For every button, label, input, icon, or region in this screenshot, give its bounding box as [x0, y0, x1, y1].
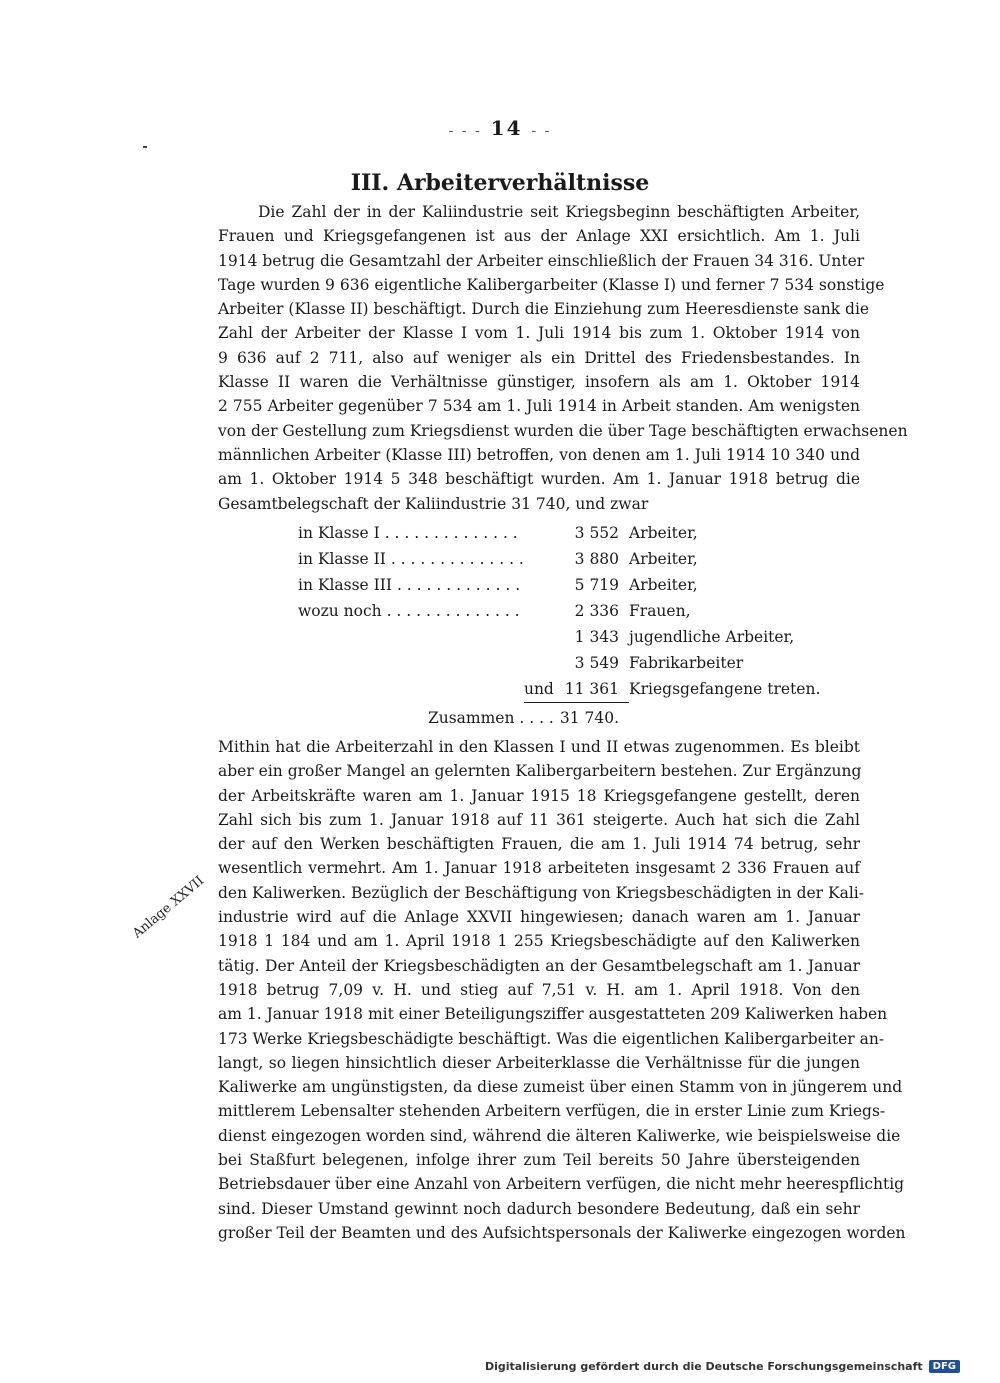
roster-row [298, 546, 820, 572]
roster-prefix [524, 572, 560, 598]
text-line: 1918 1 184 und am 1. April 1918 1 255 Kriegsbeschädigte auf den Kaliwerken [218, 932, 860, 951]
roster-total-row [298, 703, 820, 734]
roster-row [298, 572, 820, 598]
roster-value: 1 343 [574, 628, 620, 646]
text-line: Frauen und Kriegsgefangenen ist aus der Anlage XXI ersichtlich. Am 1. Juli [218, 227, 860, 246]
roster-row [298, 676, 820, 703]
roster-prefix [524, 520, 560, 546]
text-line: dienst eingezogen worden sind, während die älteren Kaliwerke, wie beispielsweise die [218, 1126, 901, 1145]
text-line: 1914 betrug die Gesamtzahl der Arbeiter einschließlich der Frauen 34 316. Unter [218, 251, 865, 270]
roster-value: 3 552 [574, 524, 620, 542]
footer-text: Digitalisierung gefördert durch die Deutsche Forschungsgemeinschaft [484, 1360, 923, 1373]
roster-description: Arbeiter, [629, 576, 698, 594]
roster-prefix [524, 650, 560, 676]
text-line: 9 636 auf 2 711, also auf weniger als ein Drittel des Friedensbestandes. In [218, 348, 860, 367]
paragraph-continuation [218, 735, 906, 1245]
text-line: Gesamtbelegschaft der Kaliindustrie 31 740, und zwar [218, 494, 649, 513]
dfg-logo: DFG [929, 1360, 960, 1373]
text-line: bei Staßfurt belegenen, infolge ihrer zum Teil bereits 50 Jahre übersteigenden [218, 1151, 860, 1170]
text-line: von der Gestellung zum Kriegsdienst wurden die über Tage beschäftigten erwachsenen [218, 421, 908, 440]
page-number-value: 14 [490, 116, 523, 140]
worker-roster-table [298, 520, 820, 733]
footer [485, 1360, 960, 1373]
text-line: der Arbeitskräfte waren am 1. Januar 1915 18 Kriegsgefangene gestellt, deren [218, 786, 860, 805]
roster-label: in Klasse III . . . . . . . . . . . . . [298, 576, 521, 594]
page-number-dash-right: - - [531, 123, 552, 139]
roster-description: Fabrikarbeiter [629, 654, 744, 672]
text-line: 173 Werke Kriegsbeschädigte beschäftigt. Was die eigentlichen Kalibergarbeiter an- [218, 1029, 885, 1048]
text-line: am 1. Januar 1918 mit einer Beteiligungsziffer ausgestatteten 209 Kaliwerken haben [218, 1005, 888, 1024]
roster-description: Frauen, [629, 602, 691, 620]
text-line: am 1. Oktober 1914 5 348 beschäftigt wurden. Am 1. Januar 1918 betrug die [218, 470, 860, 489]
roster-value: 5 719 [574, 576, 620, 594]
roster-value: 3 880 [574, 550, 620, 568]
roster-value: 3 549 [574, 654, 620, 672]
roster-description: Arbeiter, [629, 524, 698, 542]
text-line: aber ein großer Mangel an gelernten Kalibergarbeitern bestehen. Zur Ergänzung [218, 762, 862, 781]
roster-value: 11 361 [560, 676, 629, 703]
scan-speck [143, 146, 147, 148]
text-line: Betriebsdauer über eine Anzahl von Arbeitern verfügen, die nicht mehr heerespflichtig [218, 1175, 905, 1194]
text-line: Zahl der Arbeiter der Klasse I vom 1. Juli 1914 bis zum 1. Oktober 1914 von [218, 324, 860, 343]
page-number-dash-left: - - - [448, 123, 482, 139]
roster-total-value: 31 740. [559, 709, 620, 727]
text-line: tätig. Der Anteil der Kriegsbeschädigten an der Gesamtbelegschaft am 1. Januar [218, 956, 860, 975]
roster-label [298, 624, 524, 650]
roster-description: Kriegsgefangene treten. [629, 680, 821, 699]
roster-description: jugendliche Arbeiter, [629, 628, 795, 646]
margin-note: Anlage XXVII [130, 873, 208, 942]
text-line: den Kaliwerken. Bezüglich der Beschäftigung von Kriegsbeschädigten in der Kali- [218, 883, 864, 902]
roster-value: 2 336 [574, 602, 620, 620]
roster-row [298, 650, 820, 676]
text-line: Tage wurden 9 636 eigentliche Kalibergarbeiter (Klasse I) und ferner 7 534 sonstige [218, 275, 885, 294]
text-line: wesentlich vermehrt. Am 1. Januar 1918 arbeiteten insgesamt 2 336 Frauen auf [218, 859, 860, 878]
text-line: Klasse II waren die Verhältnisse günstiger, insofern als am 1. Oktober 1914 [218, 373, 860, 392]
roster-prefix: und [524, 676, 560, 703]
text-line: 1918 betrug 7,09 v. H. und stieg auf 7,51 v. H. am 1. April 1918. Von den [218, 980, 860, 999]
text-line: großer Teil der Beamten und des Aufsichtspersonals der Kaliwerke eingezogen worden [218, 1223, 906, 1242]
text-line: der auf den Werken beschäftigten Frauen, die am 1. Juli 1914 74 betrug, sehr [218, 835, 860, 854]
roster-row [298, 520, 820, 546]
roster-total-label: Zusammen . . . . [427, 709, 554, 727]
text-line: männlichen Arbeiter (Klasse III) betroffen, von denen am 1. Juli 1914 10 340 und [218, 445, 860, 464]
roster-label [298, 676, 524, 703]
page-number [0, 116, 1000, 140]
text-line: Die Zahl der in der Kaliindustrie seit Kriegsbeginn beschäftigten Arbeiter, [258, 203, 860, 221]
text-line: Arbeiter (Klasse II) beschäftigt. Durch die Einziehung zum Heeresdienste sank die [218, 300, 870, 319]
roster-total-empty [629, 703, 820, 734]
text-line: langt, so liegen hinsichtlich dieser Arbeiterklasse die Verhältnisse für die jungen [218, 1053, 860, 1072]
roster-label [298, 650, 524, 676]
roster-label: wozu noch . . . . . . . . . . . . . . [298, 602, 520, 620]
text-line: Zahl sich bis zum 1. Januar 1918 auf 11 361 steigerte. Auch hat sich die Zahl [218, 810, 860, 829]
text-line: industrie wird auf die Anlage XXVII hingewiesen; danach waren am 1. Januar [218, 908, 860, 927]
roster-label: in Klasse II . . . . . . . . . . . . . . [298, 550, 524, 568]
roster-row [298, 624, 820, 650]
roster-prefix [524, 546, 560, 572]
text-line: mittlerem Lebensalter stehenden Arbeitern verfügen, die in erster Linie zum Kriegs- [218, 1102, 886, 1121]
roster-label: in Klasse I . . . . . . . . . . . . . . [298, 524, 518, 542]
roster-prefix [524, 624, 560, 650]
section-heading: III. Arbeiterverhältnisse [350, 170, 650, 196]
roster-prefix [524, 598, 560, 624]
paragraph-intro [218, 200, 908, 516]
text-line: Kaliwerke am ungünstigsten, da diese zumeist über einen Stamm von in jüngerem und [218, 1078, 903, 1097]
text-line: Mithin hat die Arbeiterzahl in den Klassen I und II etwas zugenommen. Es bleibt [218, 738, 860, 756]
text-line: 2 755 Arbeiter gegenüber 7 534 am 1. Juli 1914 in Arbeit standen. Am wenigsten [218, 397, 860, 416]
text-line: sind. Dieser Umstand gewinnt noch dadurch besondere Bedeutung, daß ein sehr [218, 1199, 860, 1218]
roster-description: Arbeiter, [629, 550, 698, 568]
roster-row [298, 598, 820, 624]
